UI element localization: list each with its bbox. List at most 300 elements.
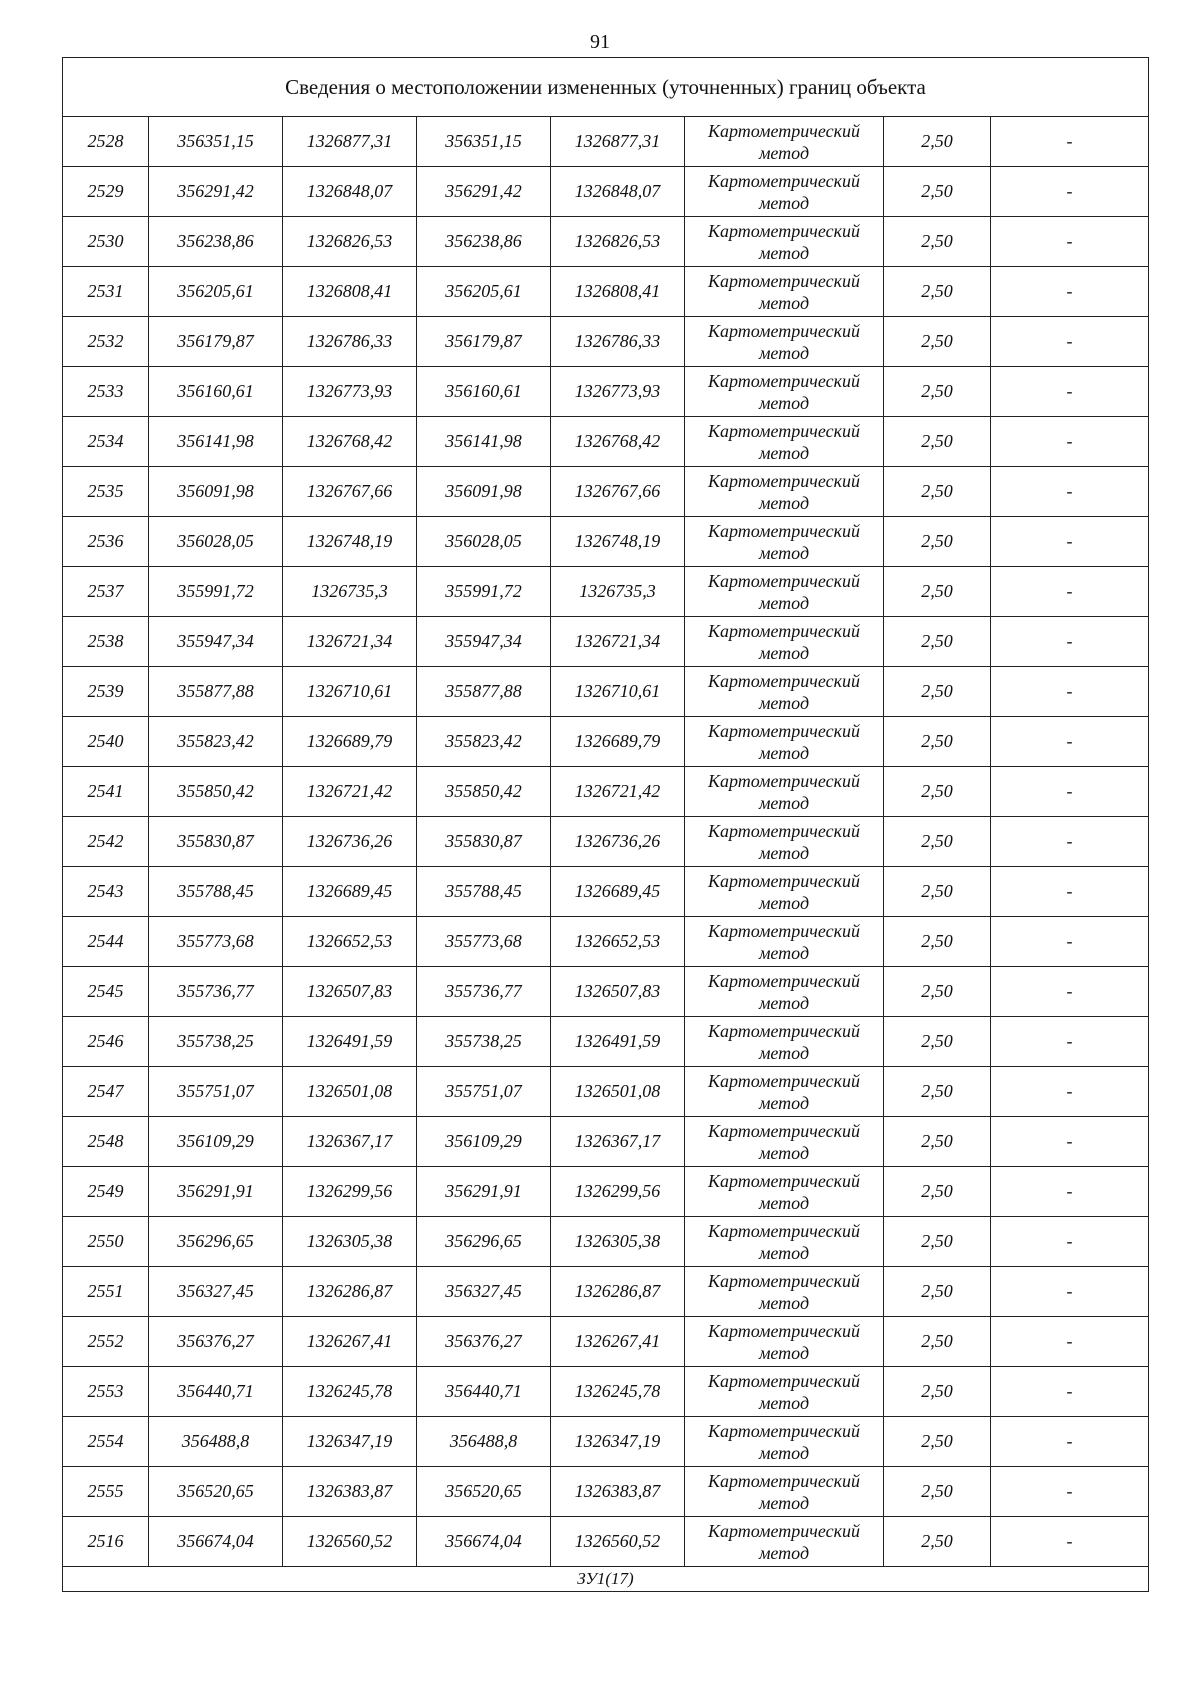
point-number-cell: 2535 bbox=[63, 467, 149, 517]
existing-y-cell: 1326808,41 bbox=[283, 267, 417, 317]
method-name: Картометрический bbox=[707, 670, 860, 691]
table-row bbox=[63, 1367, 1149, 1417]
refined-y-cell: 1326710,61 bbox=[551, 667, 685, 717]
refined-y-cell: 1326652,53 bbox=[551, 917, 685, 967]
table-row bbox=[63, 267, 1149, 317]
method-name: Картометрический bbox=[707, 270, 860, 291]
existing-x-cell: 355738,25 bbox=[149, 1017, 283, 1067]
table-row bbox=[63, 217, 1149, 267]
existing-x-cell: 356296,65 bbox=[149, 1217, 283, 1267]
existing-x-cell: 356205,61 bbox=[149, 267, 283, 317]
method-cell bbox=[685, 117, 884, 167]
accuracy-cell: 2,50 bbox=[884, 1167, 991, 1217]
refined-x-cell: 355991,72 bbox=[417, 567, 551, 617]
table-row bbox=[63, 517, 1149, 567]
refined-y-cell: 1326767,66 bbox=[551, 467, 685, 517]
method-cell bbox=[685, 1417, 884, 1467]
method-cell bbox=[685, 767, 884, 817]
existing-x-cell: 356160,61 bbox=[149, 367, 283, 417]
note-cell: - bbox=[991, 217, 1149, 267]
existing-x-cell: 356327,45 bbox=[149, 1267, 283, 1317]
point-number-cell: 2536 bbox=[63, 517, 149, 567]
existing-x-cell: 356520,65 bbox=[149, 1467, 283, 1517]
point-number-cell: 2548 bbox=[63, 1117, 149, 1167]
refined-x-cell: 356238,86 bbox=[417, 217, 551, 267]
existing-x-cell: 356179,87 bbox=[149, 317, 283, 367]
method-word: метод bbox=[758, 492, 810, 513]
method-name: Картометрический bbox=[707, 370, 860, 391]
method-cell bbox=[685, 1517, 884, 1567]
table-row bbox=[63, 317, 1149, 367]
table-row bbox=[63, 1117, 1149, 1167]
existing-x-cell: 356028,05 bbox=[149, 517, 283, 567]
existing-y-cell: 1326768,42 bbox=[283, 417, 417, 467]
refined-x-cell: 356440,71 bbox=[417, 1367, 551, 1417]
existing-y-cell: 1326245,78 bbox=[283, 1367, 417, 1417]
existing-x-cell: 355773,68 bbox=[149, 917, 283, 967]
existing-y-cell: 1326710,61 bbox=[283, 667, 417, 717]
method-word: метод bbox=[758, 242, 810, 263]
refined-y-cell: 1326347,19 bbox=[551, 1417, 685, 1467]
existing-y-cell: 1326773,93 bbox=[283, 367, 417, 417]
accuracy-cell: 2,50 bbox=[884, 467, 991, 517]
refined-y-cell: 1326877,31 bbox=[551, 117, 685, 167]
method-cell bbox=[685, 817, 884, 867]
method-word: метод bbox=[758, 1492, 810, 1513]
note-cell: - bbox=[991, 917, 1149, 967]
existing-y-cell: 1326347,19 bbox=[283, 1417, 417, 1467]
method-word: метод bbox=[758, 342, 810, 363]
method-name: Картометрический bbox=[707, 120, 860, 141]
accuracy-cell: 2,50 bbox=[884, 917, 991, 967]
table-row bbox=[63, 1017, 1149, 1067]
method-name: Картометрический bbox=[707, 1320, 860, 1341]
note-cell: - bbox=[991, 1517, 1149, 1567]
method-name: Картометрический bbox=[707, 1420, 860, 1441]
accuracy-cell: 2,50 bbox=[884, 117, 991, 167]
table-title: Сведения о местоположении измененных (уточненных) границ объекта bbox=[63, 58, 1149, 117]
refined-x-cell: 356291,42 bbox=[417, 167, 551, 217]
refined-x-cell: 356488,8 bbox=[417, 1417, 551, 1467]
accuracy-cell: 2,50 bbox=[884, 1367, 991, 1417]
existing-x-cell: 356109,29 bbox=[149, 1117, 283, 1167]
note-cell: - bbox=[991, 1367, 1149, 1417]
existing-y-cell: 1326735,3 bbox=[283, 567, 417, 617]
existing-y-cell: 1326305,38 bbox=[283, 1217, 417, 1267]
existing-x-cell: 355991,72 bbox=[149, 567, 283, 617]
existing-y-cell: 1326786,33 bbox=[283, 317, 417, 367]
method-cell bbox=[685, 167, 884, 217]
table-row bbox=[63, 1517, 1149, 1567]
existing-x-cell: 356376,27 bbox=[149, 1317, 283, 1367]
accuracy-cell: 2,50 bbox=[884, 317, 991, 367]
table-row bbox=[63, 117, 1149, 167]
refined-y-cell: 1326299,56 bbox=[551, 1167, 685, 1217]
method-cell bbox=[685, 1167, 884, 1217]
accuracy-cell: 2,50 bbox=[884, 517, 991, 567]
note-cell: - bbox=[991, 867, 1149, 917]
point-number-cell: 2554 bbox=[63, 1417, 149, 1467]
refined-y-cell: 1326286,87 bbox=[551, 1267, 685, 1317]
method-word: метод bbox=[758, 842, 810, 863]
accuracy-cell: 2,50 bbox=[884, 1467, 991, 1517]
method-cell bbox=[685, 267, 884, 317]
method-word: метод bbox=[758, 1142, 810, 1163]
accuracy-cell: 2,50 bbox=[884, 367, 991, 417]
table-row bbox=[63, 1317, 1149, 1367]
existing-y-cell: 1326736,26 bbox=[283, 817, 417, 867]
parcel-label: ЗУ1(17) bbox=[63, 1567, 1149, 1592]
method-cell bbox=[685, 1467, 884, 1517]
refined-y-cell: 1326826,53 bbox=[551, 217, 685, 267]
note-cell: - bbox=[991, 567, 1149, 617]
accuracy-cell: 2,50 bbox=[884, 1217, 991, 1267]
method-name: Картометрический bbox=[707, 470, 860, 491]
refined-y-cell: 1326689,45 bbox=[551, 867, 685, 917]
method-word: метод bbox=[758, 1292, 810, 1313]
method-name: Картометрический bbox=[707, 1470, 860, 1491]
method-name: Картометрический bbox=[707, 1370, 860, 1391]
note-cell: - bbox=[991, 667, 1149, 717]
accuracy-cell: 2,50 bbox=[884, 1267, 991, 1317]
point-number-cell: 2528 bbox=[63, 117, 149, 167]
existing-x-cell: 356091,98 bbox=[149, 467, 283, 517]
method-cell bbox=[685, 467, 884, 517]
point-number-cell: 2540 bbox=[63, 717, 149, 767]
existing-y-cell: 1326767,66 bbox=[283, 467, 417, 517]
method-word: метод bbox=[758, 392, 810, 413]
point-number-cell: 2545 bbox=[63, 967, 149, 1017]
note-cell: - bbox=[991, 1117, 1149, 1167]
refined-y-cell: 1326848,07 bbox=[551, 167, 685, 217]
existing-y-cell: 1326383,87 bbox=[283, 1467, 417, 1517]
method-cell bbox=[685, 1367, 884, 1417]
refined-y-cell: 1326267,41 bbox=[551, 1317, 685, 1367]
accuracy-cell: 2,50 bbox=[884, 967, 991, 1017]
method-word: метод bbox=[758, 992, 810, 1013]
method-cell bbox=[685, 1067, 884, 1117]
point-number-cell: 2547 bbox=[63, 1067, 149, 1117]
existing-x-cell: 355751,07 bbox=[149, 1067, 283, 1117]
refined-y-cell: 1326501,08 bbox=[551, 1067, 685, 1117]
note-cell: - bbox=[991, 117, 1149, 167]
note-cell: - bbox=[991, 717, 1149, 767]
method-word: метод bbox=[758, 192, 810, 213]
table-row bbox=[63, 1217, 1149, 1267]
method-word: метод bbox=[758, 1242, 810, 1263]
method-cell bbox=[685, 517, 884, 567]
method-name: Картометрический bbox=[707, 1520, 860, 1541]
existing-x-cell: 356238,86 bbox=[149, 217, 283, 267]
point-number-cell: 2542 bbox=[63, 817, 149, 867]
method-name: Картометрический bbox=[707, 1120, 860, 1141]
refined-y-cell: 1326721,42 bbox=[551, 767, 685, 817]
method-word: метод bbox=[758, 1042, 810, 1063]
method-word: метод bbox=[758, 1192, 810, 1213]
method-cell bbox=[685, 317, 884, 367]
existing-x-cell: 355788,45 bbox=[149, 867, 283, 917]
point-number-cell: 2530 bbox=[63, 217, 149, 267]
existing-x-cell: 356351,15 bbox=[149, 117, 283, 167]
method-word: метод bbox=[758, 1542, 810, 1563]
method-word: метод bbox=[758, 692, 810, 713]
point-number-cell: 2532 bbox=[63, 317, 149, 367]
point-number-cell: 2552 bbox=[63, 1317, 149, 1367]
method-name: Картометрический bbox=[707, 820, 860, 841]
refined-y-cell: 1326383,87 bbox=[551, 1467, 685, 1517]
method-cell bbox=[685, 367, 884, 417]
method-cell bbox=[685, 1017, 884, 1067]
table-row bbox=[63, 867, 1149, 917]
refined-y-cell: 1326721,34 bbox=[551, 617, 685, 667]
method-word: метод bbox=[758, 442, 810, 463]
refined-x-cell: 355830,87 bbox=[417, 817, 551, 867]
method-name: Картометрический bbox=[707, 220, 860, 241]
method-cell bbox=[685, 1317, 884, 1367]
note-cell: - bbox=[991, 1167, 1149, 1217]
method-name: Картометрический bbox=[707, 920, 860, 941]
method-name: Картометрический bbox=[707, 420, 860, 441]
refined-x-cell: 355773,68 bbox=[417, 917, 551, 967]
accuracy-cell: 2,50 bbox=[884, 867, 991, 917]
refined-x-cell: 356296,65 bbox=[417, 1217, 551, 1267]
existing-y-cell: 1326501,08 bbox=[283, 1067, 417, 1117]
method-word: метод bbox=[758, 792, 810, 813]
existing-y-cell: 1326652,53 bbox=[283, 917, 417, 967]
refined-x-cell: 356674,04 bbox=[417, 1517, 551, 1567]
method-word: метод bbox=[758, 742, 810, 763]
refined-x-cell: 355738,25 bbox=[417, 1017, 551, 1067]
method-cell bbox=[685, 567, 884, 617]
refined-x-cell: 355788,45 bbox=[417, 867, 551, 917]
refined-x-cell: 355877,88 bbox=[417, 667, 551, 717]
table-row bbox=[63, 717, 1149, 767]
note-cell: - bbox=[991, 1217, 1149, 1267]
existing-y-cell: 1326877,31 bbox=[283, 117, 417, 167]
note-cell: - bbox=[991, 1067, 1149, 1117]
accuracy-cell: 2,50 bbox=[884, 1517, 991, 1567]
refined-y-cell: 1326507,83 bbox=[551, 967, 685, 1017]
point-number-cell: 2516 bbox=[63, 1517, 149, 1567]
method-name: Картометрический bbox=[707, 570, 860, 591]
accuracy-cell: 2,50 bbox=[884, 1317, 991, 1367]
method-word: метод bbox=[758, 292, 810, 313]
method-word: метод bbox=[758, 892, 810, 913]
refined-y-cell: 1326768,42 bbox=[551, 417, 685, 467]
point-number-cell: 2533 bbox=[63, 367, 149, 417]
note-cell: - bbox=[991, 1017, 1149, 1067]
point-number-cell: 2543 bbox=[63, 867, 149, 917]
table-row bbox=[63, 1417, 1149, 1467]
method-name: Картометрический bbox=[707, 770, 860, 791]
method-word: метод bbox=[758, 1442, 810, 1463]
method-word: метод bbox=[758, 542, 810, 563]
point-number-cell: 2551 bbox=[63, 1267, 149, 1317]
table-row bbox=[63, 967, 1149, 1017]
refined-y-cell: 1326748,19 bbox=[551, 517, 685, 567]
point-number-cell: 2538 bbox=[63, 617, 149, 667]
existing-x-cell: 356141,98 bbox=[149, 417, 283, 467]
method-name: Картометрический bbox=[707, 1270, 860, 1291]
table-row bbox=[63, 567, 1149, 617]
note-cell: - bbox=[991, 1467, 1149, 1517]
existing-x-cell: 356488,8 bbox=[149, 1417, 283, 1467]
method-cell bbox=[685, 667, 884, 717]
existing-y-cell: 1326689,79 bbox=[283, 717, 417, 767]
method-name: Картометрический bbox=[707, 970, 860, 991]
note-cell: - bbox=[991, 417, 1149, 467]
existing-y-cell: 1326286,87 bbox=[283, 1267, 417, 1317]
table-row bbox=[63, 417, 1149, 467]
note-cell: - bbox=[991, 367, 1149, 417]
existing-y-cell: 1326367,17 bbox=[283, 1117, 417, 1167]
refined-y-cell: 1326773,93 bbox=[551, 367, 685, 417]
method-cell bbox=[685, 717, 884, 767]
method-name: Картометрический bbox=[707, 1170, 860, 1191]
existing-y-cell: 1326721,34 bbox=[283, 617, 417, 667]
method-name: Картометрический bbox=[707, 170, 860, 191]
refined-y-cell: 1326689,79 bbox=[551, 717, 685, 767]
refined-y-cell: 1326245,78 bbox=[551, 1367, 685, 1417]
existing-y-cell: 1326491,59 bbox=[283, 1017, 417, 1067]
refined-x-cell: 356376,27 bbox=[417, 1317, 551, 1367]
method-name: Картометрический bbox=[707, 1020, 860, 1041]
method-cell bbox=[685, 617, 884, 667]
method-name: Картометрический bbox=[707, 620, 860, 641]
accuracy-cell: 2,50 bbox=[884, 1067, 991, 1117]
refined-x-cell: 355947,34 bbox=[417, 617, 551, 667]
note-cell: - bbox=[991, 617, 1149, 667]
method-word: метод bbox=[758, 942, 810, 963]
refined-x-cell: 355850,42 bbox=[417, 767, 551, 817]
method-name: Картометрический bbox=[707, 720, 860, 741]
note-cell: - bbox=[991, 267, 1149, 317]
existing-y-cell: 1326748,19 bbox=[283, 517, 417, 567]
existing-x-cell: 355947,34 bbox=[149, 617, 283, 667]
table-row bbox=[63, 817, 1149, 867]
method-name: Картометрический bbox=[707, 520, 860, 541]
method-word: метод bbox=[758, 1092, 810, 1113]
table-row bbox=[63, 667, 1149, 717]
refined-x-cell: 356520,65 bbox=[417, 1467, 551, 1517]
method-cell bbox=[685, 217, 884, 267]
point-number-cell: 2534 bbox=[63, 417, 149, 467]
method-cell bbox=[685, 1267, 884, 1317]
accuracy-cell: 2,50 bbox=[884, 767, 991, 817]
existing-x-cell: 355877,88 bbox=[149, 667, 283, 717]
method-cell bbox=[685, 417, 884, 467]
accuracy-cell: 2,50 bbox=[884, 667, 991, 717]
method-cell bbox=[685, 917, 884, 967]
refined-x-cell: 356109,29 bbox=[417, 1117, 551, 1167]
table-row bbox=[63, 467, 1149, 517]
note-cell: - bbox=[991, 317, 1149, 367]
table-row bbox=[63, 1067, 1149, 1117]
refined-x-cell: 355736,77 bbox=[417, 967, 551, 1017]
accuracy-cell: 2,50 bbox=[884, 217, 991, 267]
method-cell bbox=[685, 1117, 884, 1167]
existing-y-cell: 1326721,42 bbox=[283, 767, 417, 817]
table-row bbox=[63, 167, 1149, 217]
refined-x-cell: 356327,45 bbox=[417, 1267, 551, 1317]
refined-y-cell: 1326736,26 bbox=[551, 817, 685, 867]
existing-y-cell: 1326848,07 bbox=[283, 167, 417, 217]
point-number-cell: 2544 bbox=[63, 917, 149, 967]
refined-x-cell: 356160,61 bbox=[417, 367, 551, 417]
table-body bbox=[63, 117, 1149, 1567]
accuracy-cell: 2,50 bbox=[884, 417, 991, 467]
method-cell bbox=[685, 1217, 884, 1267]
boundary-table-sheet bbox=[62, 57, 1148, 1592]
refined-y-cell: 1326808,41 bbox=[551, 267, 685, 317]
accuracy-cell: 2,50 bbox=[884, 567, 991, 617]
existing-x-cell: 355736,77 bbox=[149, 967, 283, 1017]
existing-y-cell: 1326826,53 bbox=[283, 217, 417, 267]
method-word: метод bbox=[758, 1342, 810, 1363]
note-cell: - bbox=[991, 467, 1149, 517]
existing-y-cell: 1326267,41 bbox=[283, 1317, 417, 1367]
refined-y-cell: 1326560,52 bbox=[551, 1517, 685, 1567]
refined-x-cell: 355823,42 bbox=[417, 717, 551, 767]
refined-x-cell: 356179,87 bbox=[417, 317, 551, 367]
refined-x-cell: 355751,07 bbox=[417, 1067, 551, 1117]
note-cell: - bbox=[991, 767, 1149, 817]
point-number-cell: 2546 bbox=[63, 1017, 149, 1067]
method-word: метод bbox=[758, 592, 810, 613]
method-name: Картометрический bbox=[707, 1220, 860, 1241]
boundary-coordinates-table bbox=[62, 57, 1149, 1592]
existing-y-cell: 1326560,52 bbox=[283, 1517, 417, 1567]
method-cell bbox=[685, 867, 884, 917]
refined-y-cell: 1326491,59 bbox=[551, 1017, 685, 1067]
accuracy-cell: 2,50 bbox=[884, 267, 991, 317]
refined-x-cell: 356028,05 bbox=[417, 517, 551, 567]
refined-x-cell: 356351,15 bbox=[417, 117, 551, 167]
point-number-cell: 2553 bbox=[63, 1367, 149, 1417]
existing-x-cell: 355823,42 bbox=[149, 717, 283, 767]
refined-x-cell: 356205,61 bbox=[417, 267, 551, 317]
point-number-cell: 2549 bbox=[63, 1167, 149, 1217]
method-word: метод bbox=[758, 1392, 810, 1413]
existing-x-cell: 356291,91 bbox=[149, 1167, 283, 1217]
existing-y-cell: 1326299,56 bbox=[283, 1167, 417, 1217]
existing-y-cell: 1326507,83 bbox=[283, 967, 417, 1017]
point-number-cell: 2550 bbox=[63, 1217, 149, 1267]
point-number-cell: 2529 bbox=[63, 167, 149, 217]
note-cell: - bbox=[991, 1317, 1149, 1367]
method-cell bbox=[685, 967, 884, 1017]
accuracy-cell: 2,50 bbox=[884, 1117, 991, 1167]
table-row bbox=[63, 767, 1149, 817]
existing-x-cell: 355830,87 bbox=[149, 817, 283, 867]
point-number-cell: 2531 bbox=[63, 267, 149, 317]
table-row bbox=[63, 917, 1149, 967]
page-number: 91 bbox=[590, 31, 610, 53]
table-row bbox=[63, 617, 1149, 667]
point-number-cell: 2537 bbox=[63, 567, 149, 617]
existing-y-cell: 1326689,45 bbox=[283, 867, 417, 917]
point-number-cell: 2541 bbox=[63, 767, 149, 817]
method-name: Картометрический bbox=[707, 870, 860, 891]
refined-y-cell: 1326786,33 bbox=[551, 317, 685, 367]
refined-x-cell: 356291,91 bbox=[417, 1167, 551, 1217]
existing-x-cell: 356674,04 bbox=[149, 1517, 283, 1567]
refined-x-cell: 356141,98 bbox=[417, 417, 551, 467]
accuracy-cell: 2,50 bbox=[884, 817, 991, 867]
note-cell: - bbox=[991, 817, 1149, 867]
note-cell: - bbox=[991, 167, 1149, 217]
method-name: Картометрический bbox=[707, 320, 860, 341]
